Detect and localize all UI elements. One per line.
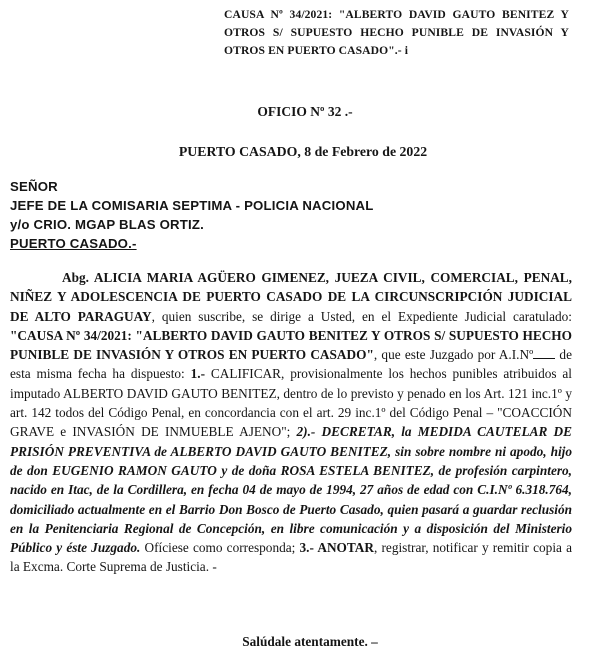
place-and-date: PUERTO CASADO, 8 de Febrero de 2022 bbox=[178, 144, 428, 159]
body-text-1: , quien suscribe, se dirige a Usted, en el Expediente Judicial caratulado: bbox=[151, 308, 573, 324]
item-2-heading: 2).- DECRETAR bbox=[296, 424, 392, 440]
blank-line bbox=[533, 358, 555, 359]
case-caption: CAUSA Nº 34/2021: "ALBERTO DAVID GAUTO BENITEZ Y OTROS S/ SUPUESTO HECHO PUNIBLE DE INVASIÓN Y OTROS EN PUERTO CASADO".- i bbox=[224, 8, 569, 57]
addressee-block bbox=[10, 177, 374, 253]
item-1-text: CALIFICAR, provisionalmente los hechos punibles atribuidos al imputado ALBERTO DAVID GAUTO BENITEZ, dentro de lo previsto y penado en los Art. 121 inc.1º y art. 142 todos del Código Penal, en concordancia con el art. 29 inc.1º del Código Penal – "COACCIÓN GRAVE e INVASIÓN DE INMUEBLE AJENO"; bbox=[10, 366, 572, 440]
item-3-text: , registrar, notificar y remitir copia a la Excma. Corte Suprema de Justicia. - bbox=[10, 540, 572, 575]
addressee-place: PUERTO CASADO.- bbox=[10, 236, 137, 251]
body-text-3: de esta misma fecha ha dispuesto: bbox=[10, 347, 572, 382]
case-title: "CAUSA Nº 34/2021: "ALBERTO DAVID GAUTO BENITEZ Y OTROS S/ SUPUESTO HECHO PUNIBLE DE INVASIÓN Y OTROS EN PUERTO CASADO" bbox=[10, 327, 572, 363]
body-text-4: Ofíciese como corresponda; bbox=[140, 540, 300, 556]
addressee-name: y/o CRIO. MGAP BLAS ORTIZ. bbox=[10, 217, 204, 232]
body-paragraph bbox=[10, 268, 572, 577]
body-text-2: , que este Juzgado por A.I.Nº bbox=[373, 347, 534, 363]
addressee-title: JEFE DE LA COMISARIA SEPTIMA - POLICIA NACIONAL bbox=[10, 198, 374, 213]
item-3-heading: 3.- ANOTAR bbox=[299, 540, 374, 556]
item-1-number: 1.- bbox=[190, 366, 211, 382]
letter-body bbox=[10, 268, 572, 577]
closing-greeting: Salúdale atentamente. – bbox=[242, 634, 378, 649]
addressee-salutation: SEÑOR bbox=[10, 179, 58, 194]
oficio-number: OFICIO Nº 32 .- bbox=[257, 104, 353, 119]
judge-identification: Abg. ALICIA MARIA AGÜERO GIMENEZ, JUEZA CIVIL, COMERCIAL, PENAL, NIÑEZ Y ADOLESCENCIA DE PUERTO CASADO DE LA CIRCUNSCRIPCIÓN JUDICIAL DE ALTO PARAGUAY bbox=[10, 270, 572, 324]
item-2-text: , la MEDIDA CAUTELAR DE PRISIÓN PREVENTIVA de ALBERTO DAVID GAUTO BENITEZ, sin sobre nombre ni apodo, hijo de don EUGENIO RAMON GAUTO y de doña ROSA ESTELA BENITEZ, de profesión carpintero, nacido en Itac, de la Cordillera, en fecha 04 de mayo de 1994, 27 años de edad con C.I.Nº 6.318.764, domiciliado actualmente en el Barrio Don Bosco de Puerto Casado, quien pasará a guardar reclusión en la Penitenciaria Regional de Concepción, en libre comunicación y a disposición del Ministerio Público y éste Juzgado. bbox=[10, 424, 572, 556]
